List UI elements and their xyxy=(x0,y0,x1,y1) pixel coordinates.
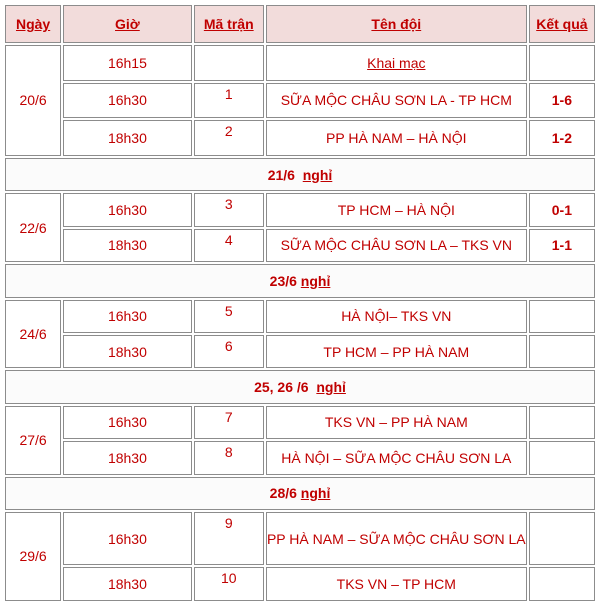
match-code: 10 xyxy=(220,570,237,587)
match-code-cell xyxy=(194,45,264,81)
result-cell: 1-2 xyxy=(529,120,595,156)
rest-label: nghỉ xyxy=(316,379,346,396)
teams-cell: SỮA MỘC CHÂU SƠN LA - TP HCM xyxy=(266,83,527,119)
rest-day-row xyxy=(5,370,595,403)
time-cell: 16h30 xyxy=(63,512,191,565)
time-cell: 16h30 xyxy=(63,406,191,439)
header-result: Kết quả xyxy=(529,5,595,43)
result-cell xyxy=(529,335,595,368)
opening-ceremony-label: Khai mạc xyxy=(367,54,426,71)
result-cell: 1-1 xyxy=(529,229,595,262)
match-code-cell xyxy=(194,300,264,333)
date-cell: 24/6 xyxy=(5,300,61,369)
result-cell xyxy=(529,567,595,601)
match-code: 5 xyxy=(224,302,233,319)
time-cell: 18h30 xyxy=(63,441,191,474)
schedule-row xyxy=(5,229,595,262)
time-cell: 18h30 xyxy=(63,229,191,262)
time-cell: 18h30 xyxy=(63,120,191,156)
match-code: 4 xyxy=(224,231,233,248)
teams-cell: TP HCM – HÀ NỘI xyxy=(266,193,527,226)
match-code-cell xyxy=(194,120,264,156)
date-cell: 22/6 xyxy=(5,193,61,262)
rest-day-cell xyxy=(5,264,595,297)
teams-cell: SỮA MỘC CHÂU SƠN LA – TKS VN xyxy=(266,229,527,262)
rest-day-row xyxy=(5,158,595,191)
match-code-cell xyxy=(194,193,264,226)
match-code: 6 xyxy=(224,337,233,354)
header-match: Mã trận xyxy=(194,5,264,43)
header-date: Ngày xyxy=(5,5,61,43)
schedule-row xyxy=(5,45,595,81)
teams-cell xyxy=(266,45,527,81)
result-cell xyxy=(529,300,595,333)
result-cell: 0-1 xyxy=(529,193,595,226)
rest-label: nghỉ xyxy=(300,272,331,289)
rest-day-row xyxy=(5,477,595,510)
match-code: 3 xyxy=(224,196,233,213)
teams-cell: TKS VN – TP HCM xyxy=(266,567,527,601)
match-code: 1 xyxy=(224,85,233,102)
time-cell: 18h30 xyxy=(63,335,191,368)
date-cell: 27/6 xyxy=(5,406,61,475)
schedule-row xyxy=(5,193,595,226)
time-cell: 18h30 xyxy=(63,567,191,601)
header-teams: Tên đội xyxy=(266,5,527,43)
result-cell xyxy=(529,512,595,565)
match-code-cell xyxy=(194,441,264,474)
match-code-cell xyxy=(194,335,264,368)
schedule-row xyxy=(5,441,595,474)
teams-cell: TP HCM – PP HÀ NAM xyxy=(266,335,527,368)
teams-cell: PP HÀ NAM – SỮA MỘC CHÂU SƠN LA xyxy=(266,512,527,565)
schedule-row xyxy=(5,335,595,368)
schedule-row xyxy=(5,406,595,439)
match-code: 2 xyxy=(224,123,233,140)
rest-date: 28/6 xyxy=(269,485,297,502)
rest-label: nghỉ xyxy=(300,485,331,502)
result-cell xyxy=(529,441,595,474)
schedule-row xyxy=(5,300,595,333)
match-code-cell xyxy=(194,512,264,565)
match-code: 9 xyxy=(224,514,233,531)
rest-day-row xyxy=(5,264,595,297)
date-cell: 29/6 xyxy=(5,512,61,601)
time-cell: 16h30 xyxy=(63,83,191,119)
rest-date: 21/6 xyxy=(267,166,295,183)
teams-cell: TKS VN – PP HÀ NAM xyxy=(266,406,527,439)
match-code-cell xyxy=(194,83,264,119)
rest-day-cell xyxy=(5,477,595,510)
schedule-row xyxy=(5,512,595,565)
match-code-cell xyxy=(194,229,264,262)
rest-label: nghỉ xyxy=(302,166,333,183)
match-code: 7 xyxy=(224,408,233,425)
teams-cell: PP HÀ NAM – HÀ NỘI xyxy=(266,120,527,156)
rest-date: 25, 26 /6 xyxy=(254,379,309,396)
schedule-row xyxy=(5,567,595,601)
time-cell: 16h15 xyxy=(63,45,191,81)
rest-date: 23/6 xyxy=(269,272,297,289)
result-cell xyxy=(529,45,595,81)
rest-day-cell xyxy=(5,370,595,403)
match-code-cell xyxy=(194,406,264,439)
teams-cell: HÀ NỘI– TKS VN xyxy=(266,300,527,333)
schedule-row xyxy=(5,83,595,119)
teams-cell: HÀ NỘI – SỮA MỘC CHÂU SƠN LA xyxy=(266,441,527,474)
result-cell: 1-6 xyxy=(529,83,595,119)
match-schedule-table xyxy=(3,3,597,603)
header-row xyxy=(5,5,595,43)
time-cell: 16h30 xyxy=(63,300,191,333)
result-cell xyxy=(529,406,595,439)
schedule-row xyxy=(5,120,595,156)
header-time: Giờ xyxy=(63,5,191,43)
match-code: 8 xyxy=(224,444,233,461)
time-cell: 16h30 xyxy=(63,193,191,226)
rest-day-cell xyxy=(5,158,595,191)
match-code-cell xyxy=(194,567,264,601)
date-cell: 20/6 xyxy=(5,45,61,156)
